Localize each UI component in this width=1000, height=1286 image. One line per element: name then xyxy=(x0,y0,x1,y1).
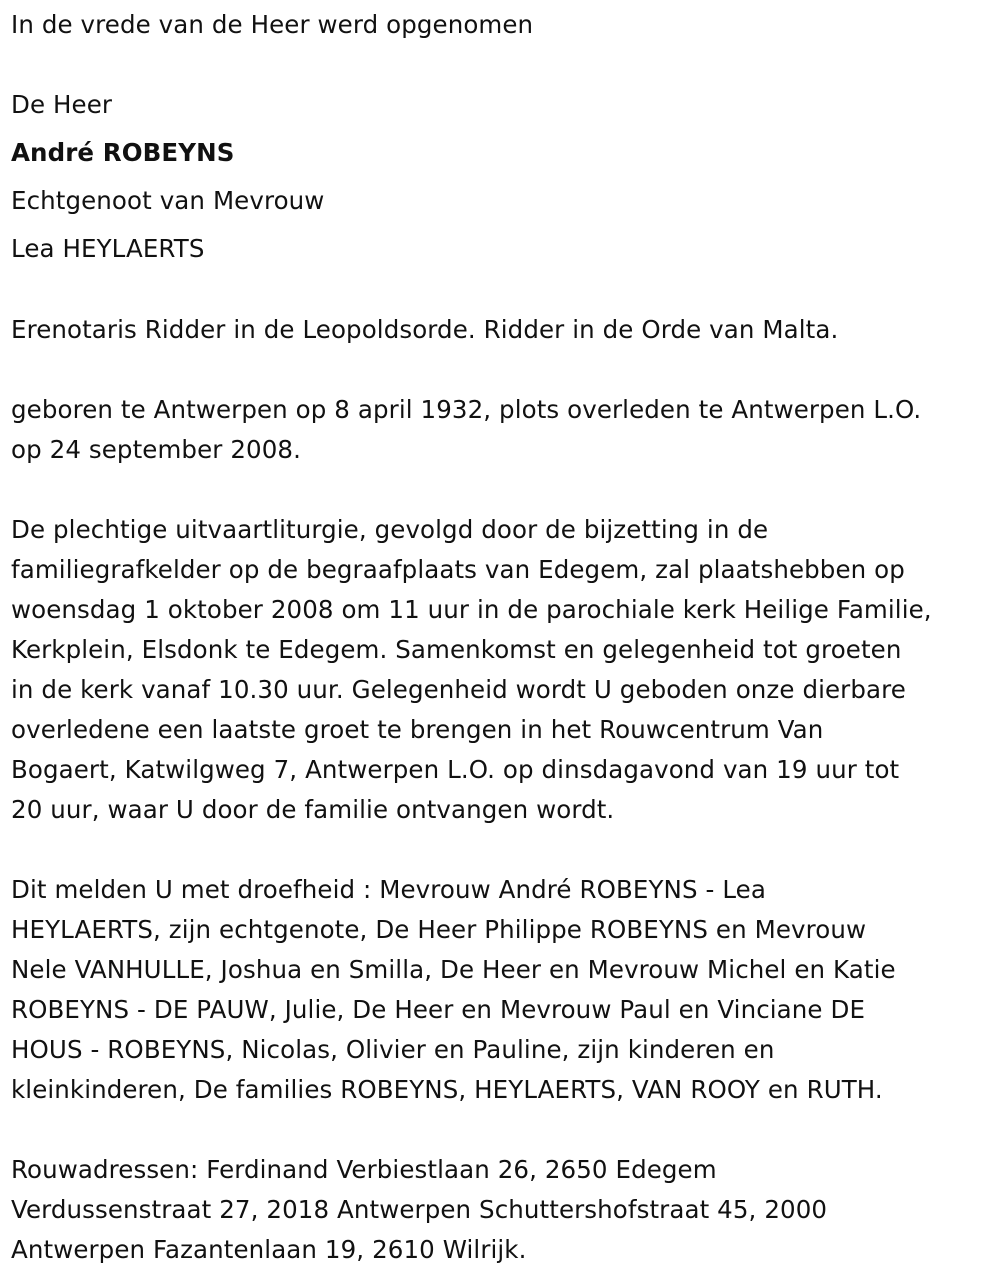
paragraph-line: 20 uur, waar U door de familie ontvangen wordt. xyxy=(11,795,615,824)
paragraph-line: Nele VANHULLE, Joshua en Smilla, De Heer en Mevrouw Michel en Katie xyxy=(11,955,896,984)
paragraph-line: in de kerk vanaf 10.30 uur. Gelegenheid wordt U geboden onze dierbare xyxy=(11,675,906,704)
paragraph-line: familiegrafkelder op de begraafplaats van Edegem, zal plaatshebben op xyxy=(11,555,905,584)
paragraph-line: Verdussenstraat 27, 2018 Antwerpen Schuttershofstraat 45, 2000 xyxy=(11,1195,828,1224)
paragraph-line: Dit melden U met droefheid : Mevrouw André ROBEYNS - Lea xyxy=(11,875,766,904)
paragraph-line: HEYLAERTS, zijn echtgenote, De Heer Philippe ROBEYNS en Mevrouw xyxy=(11,915,867,944)
paragraph-line: Bogaert, Katwilgweg 7, Antwerpen L.O. op dinsdagavond van 19 uur tot xyxy=(11,755,900,784)
paragraph-line: ROBEYNS - DE PAUW, Julie, De Heer en Mevrouw Paul en Vinciane DE xyxy=(11,995,866,1024)
honors-text: Erenotaris Ridder in de Leopoldsorde. Ridder in de Orde van Malta. xyxy=(11,315,839,344)
deceased-name: André ROBEYNS xyxy=(11,138,235,167)
title-text: De Heer xyxy=(11,90,113,119)
paragraph-line: woensdag 1 oktober 2008 om 11 uur in de parochiale kerk Heilige Familie, xyxy=(11,595,932,624)
paragraph-line: Antwerpen Fazantenlaan 19, 2610 Wilrijk. xyxy=(11,1235,527,1264)
spouse-name: Lea HEYLAERTS xyxy=(11,234,205,263)
paragraph-line: kleinkinderen, De families ROBEYNS, HEYLAERTS, VAN ROOY en RUTH. xyxy=(11,1075,883,1104)
paragraph-line: op 24 september 2008. xyxy=(11,435,301,464)
paragraph-line: Kerkplein, Elsdonk te Edegem. Samenkomst en gelegenheid tot groeten xyxy=(11,635,902,664)
spouse-label: Echtgenoot van Mevrouw xyxy=(11,186,325,215)
paragraph-line: HOUS - ROBEYNS, Nicolas, Olivier en Pauline, zijn kinderen en xyxy=(11,1035,775,1064)
paragraph-line: Rouwadressen: Ferdinand Verbiestlaan 26, 2650 Edegem xyxy=(11,1155,717,1184)
paragraph-line: De plechtige uitvaartliturgie, gevolgd door de bijzetting in de xyxy=(11,515,769,544)
paragraph-line: geboren te Antwerpen op 8 april 1932, plots overleden te Antwerpen L.O. xyxy=(11,395,922,424)
paragraph-line: overledene een laatste groet te brengen in het Rouwcentrum Van xyxy=(11,715,824,744)
intro-text: In de vrede van de Heer werd opgenomen xyxy=(11,10,534,39)
